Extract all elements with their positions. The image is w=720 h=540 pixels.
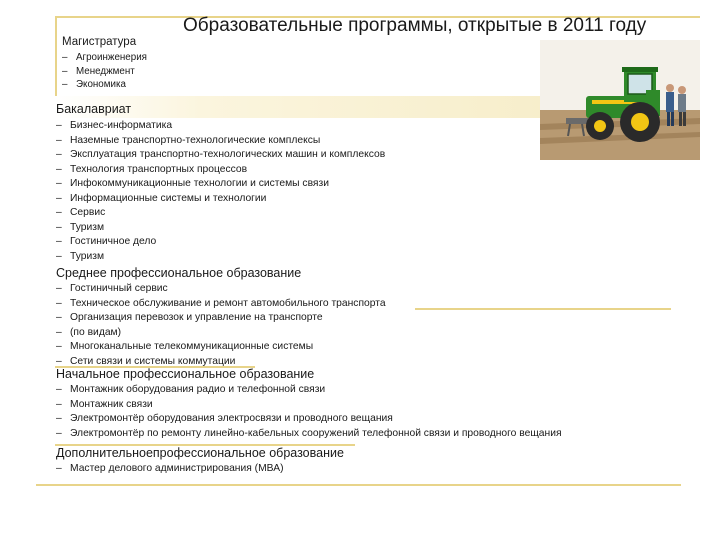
tractor-photo-icon	[540, 40, 700, 160]
bachelor-list	[56, 119, 385, 264]
masters-heading: Магистратура	[62, 36, 137, 48]
list-item: – (по видам)	[56, 326, 122, 338]
list-item: – Сети связи и системы коммутации	[56, 355, 236, 367]
page-title: Образовательные программы, открытые в 2011 году	[183, 15, 647, 36]
additional-heading: Дополнительноепрофессиональное образование	[56, 446, 344, 460]
list-item: – Электромонтёр по ремонту линейно-кабельных сооружений телефонной связи и проводного вещания	[56, 427, 562, 439]
secondary-list	[56, 282, 386, 369]
list-item: – Сервис	[56, 207, 106, 218]
list-item: – Монтажник связи	[56, 398, 153, 410]
bottom-rule	[36, 484, 681, 486]
list-item: – Менеджмент	[62, 65, 135, 77]
list-item: – Экономика	[62, 79, 126, 90]
additional-list	[56, 462, 284, 477]
list-item: – Электромонтёр оборудования электросвязи и проводного вещания	[56, 413, 393, 424]
masters-list	[62, 51, 147, 92]
list-item: – Наземные транспортно-технологические комплексы	[56, 134, 321, 146]
list-item: – Агроинженерия	[62, 52, 147, 63]
list-item: – Бизнес-информатика	[56, 120, 173, 131]
list-item: – Информационные системы и технологии	[56, 192, 267, 204]
list-item: – Туризм	[56, 221, 105, 233]
list-item: – Мастер делового администрирования (МВА)	[56, 463, 284, 474]
list-item: – Гостиничное дело	[56, 236, 157, 247]
list-item: – Туризм	[56, 250, 105, 262]
bachelor-heading: Бакалавриат	[56, 102, 132, 116]
list-item: – Многоканальные телекоммуникационные системы	[56, 341, 314, 352]
secondary-rule	[415, 308, 671, 310]
list-item: – Гостиничный сервис	[56, 283, 168, 294]
list-item: – Технология транспортных процессов	[56, 163, 248, 175]
secondary-heading: Среднее профессиональное образование	[56, 266, 302, 280]
primary-heading: Начальное профессиональное образование	[56, 367, 315, 381]
list-item: – Организация перевозок и управление на транспорте	[56, 312, 323, 323]
list-item: – Монтажник оборудования радио и телефонной связи	[56, 384, 326, 395]
primary-list	[56, 383, 562, 441]
list-item: – Эксплуатация транспортно-технологических машин и комплексов	[56, 149, 386, 160]
list-item: – Инфокоммуникационные технологии и системы связи	[56, 178, 329, 189]
left-rule	[55, 16, 57, 96]
list-item: – Техническое обслуживание и ремонт автомобильного транспорта	[56, 297, 386, 309]
